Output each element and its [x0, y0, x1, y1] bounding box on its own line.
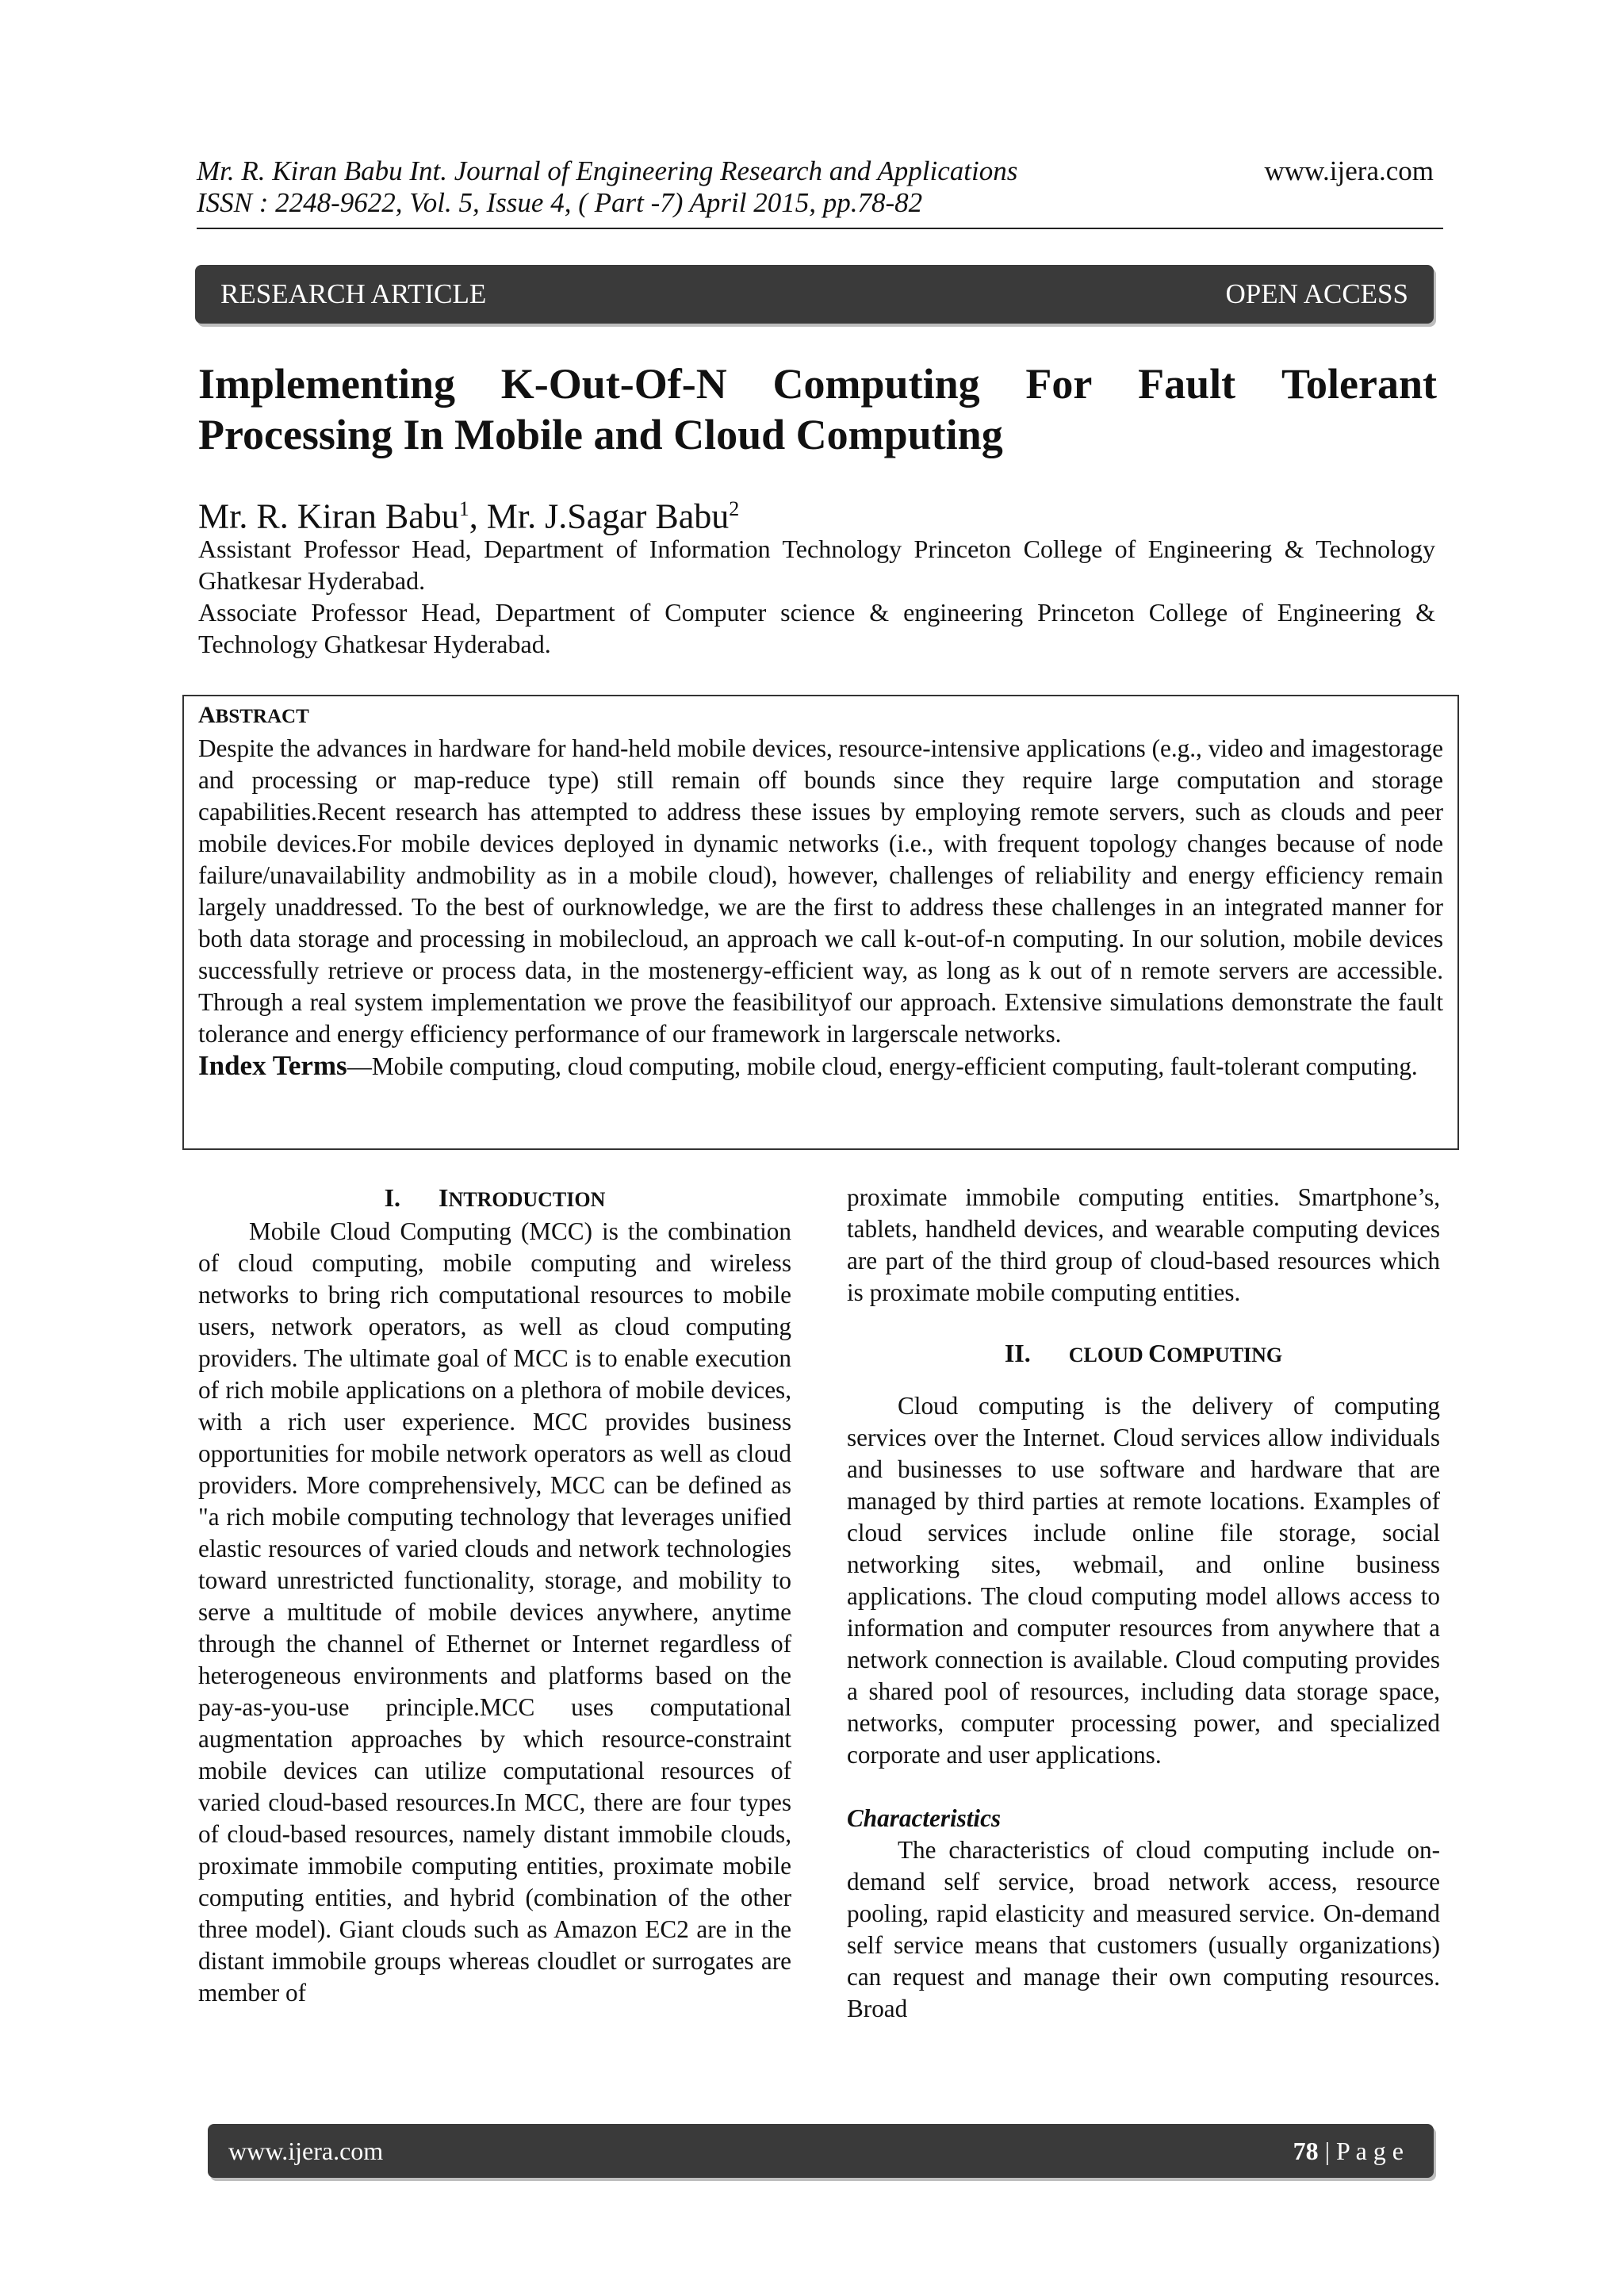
affiliations — [198, 533, 1435, 660]
title-word: Fault — [1138, 360, 1236, 408]
page-number: 78 — [1293, 2136, 1319, 2165]
index-terms-text: —Mobile computing, cloud computing, mobile cloud, energy-efficient computing, fault-tolerant computing. — [347, 1052, 1418, 1080]
article-type-banner — [195, 265, 1434, 324]
research-article-label: RESEARCH ARTICLE — [220, 278, 487, 309]
footer-banner — [208, 2124, 1434, 2178]
header-website: www.ijera.com — [1264, 155, 1434, 186]
journal-line: Mr. R. Kiran Babu Int. Journal of Engineering Research and Applications — [197, 155, 1018, 186]
author-list — [198, 487, 739, 539]
abstract-heading: ABSTRACT — [198, 702, 309, 728]
title-line-2: Processing In Mobile and Cloud Computing — [198, 411, 1003, 458]
index-terms-label: Index Terms — [198, 1050, 347, 1081]
spacer — [847, 1309, 1440, 1337]
subsection-heading-characteristics: Characteristics — [847, 1804, 1002, 1832]
spacer — [847, 1371, 1440, 1390]
affiliation: Associate Professor Head, Department of Computer science & engineering Princeton College of Engineering & Technology Ghatkesar Hyderabad. — [198, 598, 1435, 658]
section-heading-introduction: I. INTRODUCTION — [384, 1183, 606, 1212]
author-name: Mr. J.Sagar Babu — [486, 496, 730, 536]
header-rule — [197, 228, 1443, 229]
page-label: | P a g e — [1318, 2136, 1404, 2165]
paper-title — [198, 358, 1437, 460]
title-word: For — [1025, 360, 1093, 408]
title-word: Implementing — [198, 360, 455, 408]
characteristics-paragraph: The characteristics of cloud computing include on-demand self service, broad network access, resource pooling, rapid elasticity and measured service. On-demand self service means that customers (usually organizations) can request and manage their own computing resources. Broad — [847, 1836, 1440, 2022]
affiliation: Assistant Professor Head, Department of Information Technology Princeton College of Engineering & Technology Ghatkesar Hyderabad. — [198, 535, 1435, 595]
title-word: Tolerant — [1281, 360, 1437, 408]
author-separator: , — [469, 496, 487, 536]
introduction-continuation: proximate immobile computing entities. Smartphone’s, tablets, handheld devices, and wearable computing devices are part of the third group of cloud-based resources which is proximate mobile computing entities. — [847, 1183, 1440, 1306]
abstract — [198, 700, 1443, 1083]
section-heading-cloud-computing: II. CLOUD COMPUTING — [1004, 1339, 1283, 1367]
abstract-body: Despite the advances in hardware for hand-held mobile devices, resource-intensive applications (e.g., video and imagestorage and processing or map-reduce type) still remain off bounds since they require large computation and storage capabilities.Recent research has attempted to address these issues by employing remote servers, such as clouds and peer mobile devices.For mobile devices deployed in dynamic networks (i.e., with frequent topology changes because of node failure/unavailability andmobility as in a mobile cloud), however, challenges of reliability and energy efficiency remain largely unaddressed. To the best of ourknowledge, we are the first to address these challenges in an integrated manner for both data storage and processing in mobilecloud, an approach we call k-out-of-n computing. In our solution, mobile devices successfully retrieve or process data, in the mostenergy-efficient way, as long as k out of n remote servers are accessible. Through a real system implementation we prove the feasibilityof our approach. Extensive simulations demonstrate the fault tolerance and energy efficiency performance of our framework in largerscale networks. — [198, 734, 1443, 1048]
spacer — [847, 1771, 1440, 1803]
footer-website: www.ijera.com — [228, 2136, 384, 2165]
left-column — [198, 1182, 791, 2009]
issn-line: ISSN : 2248-9622, Vol. 5, Issue 4, ( Part -7) April 2015, pp.78-82 — [197, 187, 923, 218]
index-terms — [198, 1050, 1443, 1083]
author-name: Mr. R. Kiran Babu — [198, 496, 459, 536]
author-affiliation-mark: 2 — [729, 497, 740, 520]
title-word: Computing — [772, 360, 980, 408]
cloud-computing-paragraph: Cloud computing is the delivery of computing services over the Internet. Cloud services allow individuals and businesses to use software and hardware that are managed by third parties at remote locations. Examples of cloud services include online file storage, social networking sites, webmail, and online business applications. The cloud computing model allows access to information and computer resources from anywhere that a network connection is available. Cloud computing provides a shared pool of resources, including data storage space, networks, computer processing power, and specialized corporate and user applications. — [847, 1392, 1440, 1769]
page-indicator — [1293, 2137, 1404, 2166]
running-header — [197, 155, 1434, 219]
open-access-label: OPEN ACCESS — [1225, 278, 1408, 309]
introduction-paragraph: Mobile Cloud Computing (MCC) is the combination of cloud computing, mobile computing and wireless networks to bring rich computational resources to mobile users, network operators, as well as cloud computing providers. The ultimate goal of MCC is to enable execution of rich mobile applications on a plethora of mobile devices, with a rich user experience. MCC provides business opportunities for mobile network operators as well as cloud providers. More comprehensively, MCC can be defined as "a rich mobile computing technology that leverages unified elastic resources of varied clouds and network technologies toward unrestricted functionality, storage, and mobility to serve a multitude of mobile devices anywhere, anytime through the channel of Ethernet or Internet regardless of heterogeneous environments and platforms based on the pay-as-you-use principle.MCC uses computational augmentation approaches by which resource-constraint mobile devices can utilize computational resources of varied cloud-based resources.In MCC, there are four types of cloud-based resources, namely distant immobile clouds, proximate immobile computing entities, proximate mobile computing entities, and hybrid (combination of the other three model). Giant clouds such as Amazon EC2 are in the distant immobile groups whereas cloudlet or surrogates are member of — [198, 1217, 791, 2007]
author-affiliation-mark: 1 — [458, 497, 469, 520]
title-word: K-Out-Of-N — [500, 360, 727, 408]
right-column — [847, 1182, 1440, 2025]
